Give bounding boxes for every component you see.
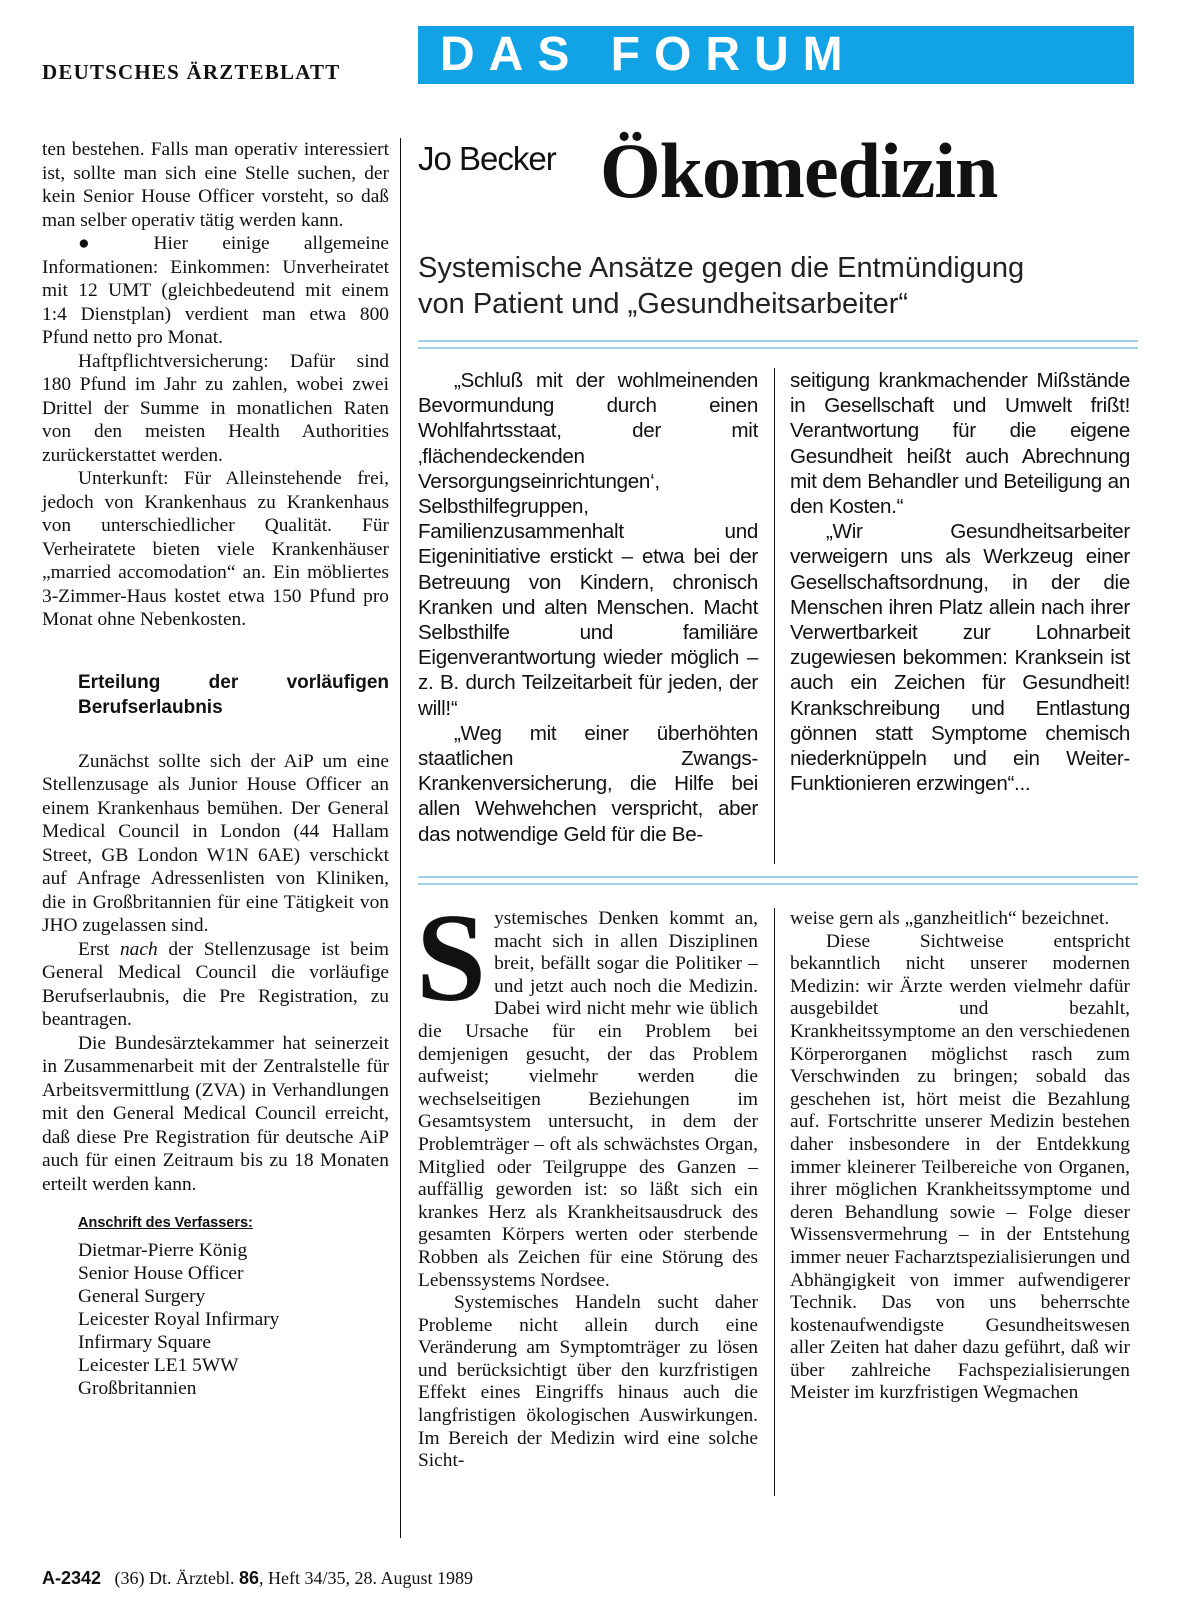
address-line: General Surgery [78, 1285, 206, 1307]
masthead: DEUTSCHES ÄRZTEBLATT [42, 60, 341, 84]
page-footer: A-2342 (36) Dt. Ärztebl. 86, Heft 34/35, 28. August 1989 [42, 1568, 474, 1588]
column-divider [400, 138, 401, 1538]
drop-cap: S [416, 889, 487, 1028]
quote-paragraph: „Wir Gesundheitsarbeiter verweigern uns als Werkzeug einer Gesellschaftsordnung, in der die Menschen ihren Platz allein nach ihrer Verwertbarkeit zur Lohnarbeit zugewiesen bekommen: Kranksein ist auch ein Zeichen für Gesundheit! Krankschreibung und Entlastung gönnen statt Symptome chemisch niederknüppeln und ein Weiter-Funktionieren erzwingen“... [790, 520, 1130, 796]
paragraph: Systemisches Handeln sucht daher Probleme nicht allein durch eine Veränderung am Symptomträger zu lösen und berücksichtigt über den kurzfristigen Effekt eines Eingriffs hinaus auch die langfristigen ökologischen Auswirkungen. Im Bereich der Medizin wird eine solche Sicht- [418, 1292, 758, 1472]
paragraph: ● Hier einige allgemeine Informationen: Einkommen: Unverheiratet mit 12 UMT (gleichbedeutend mit einem 1:4 Dienstplan) verdient man etwa 800 Pfund netto pro Monat. [42, 233, 389, 348]
quote-divider [774, 368, 775, 864]
address-line: Infirmary Square [78, 1331, 211, 1353]
author-address [78, 1239, 389, 1400]
paragraph: Haftpflichtversicherung: Dafür sind 180 Pfund im Jahr zu zahlen, wobei zwei Drittel der Summe in monatlichen Raten von den meisten Health Authorities zurückerstattet werden. [42, 350, 389, 466]
quote-paragraph: „Schluß mit der wohlmeinenden Bevormundung durch einen Wohlfahrtsstaat, der mit ‚flächendeckenden Versorgungseinrichtungen‘, Selbsthilfegruppen, Familienzusammenhalt und Eigeninitiative erstickt – etwa bei der Betreuung von Kindern, chronisch Kranken und alten Menschen. Macht Selbsthilfe und familiäre Eigenverantwortung wieder möglich – z. B. durch Teilzeitarbeit für jeden, der will!“ [418, 369, 758, 720]
address-label: Anschrift des Verfassers: [78, 1215, 253, 1231]
quote-paragraph: seitigung krankmachender Mißstände in Gesellschaft und Umwelt frißt! Verantwortung für die eigene Gesundheit heißt auch Abrechnung mit dem Behandler und Beteiligung an den Kosten.“ [790, 369, 1130, 519]
address-line: Leicester LE1 5WW [78, 1354, 239, 1376]
page-code: A-2342 [42, 1568, 102, 1588]
paragraph: Unterkunft: Für Alleinstehende frei, jedoch von Krankenhaus zu Krankenhaus von unterschiedlicher Qualität. Für Verheiratete bieten viele Krankenhäuser „married accomodation“ an. Ein möbliertes 3-Zimmer-Haus kostet etwa 150 Pfund pro Monat ohne Nebenkosten. [42, 468, 389, 630]
body-column-right [790, 908, 1130, 1405]
address-line: Großbritannien [78, 1377, 197, 1399]
paragraph: Diese Sichtweise entspricht bekanntlich nicht unserer modernen Medizin: wir Ärzte werden vielmehr dafür ausgebildet und bezahlt, Krankheitssymptome an den verschiedenen Körperorganen möglichst rasch zum Verschwinden zu bringen; sobald das geschehen ist, hört meist die Bezahlung auf. Fortschritte unserer Medizin bestehen daher insbesondere in der Entdekkung immer kleinerer Teilbereiche von Organen, ihrer möglichen Krankheitssymptome und deren Behandlung sowie – Folge dieser Wissensvermehrung – in der Entstehung immer neuer Facharztspezialisierungen und Abhängigkeit von immer aufwendigerer Technik. Das von uns beherrschte kostenaufwendigste Gesundheitswesen aller Zeiten hat daher dazu geführt, daß wir über zahlreiche Fachspezialisierungen Meister im kurzfristigen Wegmachen [790, 930, 1130, 1404]
address-line: Dietmar-Pierre König [78, 1239, 248, 1261]
address-line: Leicester Royal Infirmary [78, 1308, 280, 1330]
article-subtitle: Systemische Ansätze gegen die Entmündigung von Patient und „Gesundheitsarbeiter“ [418, 252, 1025, 320]
emphasis: nach [119, 938, 158, 960]
section-banner: DAS FORUM [418, 26, 1134, 84]
article-author: Jo Becker [418, 140, 556, 177]
body-column-left [416, 889, 758, 1473]
paragraph: Zunächst sollte sich der AiP um eine Stellenzusage als Junior House Officer an einem Krankenhaus bemühen. Der General Medical Council in London (44 Hallam Street, GB London W1N 6AE) verschickt auf Anfrage Adressenlisten von Kliniken, die in Großbritannien für eine Tätigkeit von JHO zugelassen sind. [42, 750, 389, 936]
left-column [42, 138, 389, 1400]
paragraph: weise gern als „ganzheitlich“ bezeichnet. [790, 908, 1110, 929]
quote-paragraph: „Weg mit einer überhöhten staatlichen Zwangs-Krankenversicherung, die Hilfe bei allen Wehwehchen verspricht, aber das notwendige Geld für die Be- [418, 721, 758, 846]
article-title: Ökomedizin [600, 127, 998, 214]
paragraph: Erst nach der Stellenzusage ist beim General Medical Council die vorläufige Berufserlaubnis, die Pre Registration, zu beantragen. [42, 938, 389, 1030]
paragraph: Die Bundesärztekammer hat seinerzeit in Zusammenarbeit mit der Zentralstelle für Arbeitsvermittlung (ZVA) in Verhandlungen mit den General Medical Council erreicht, daß diese Pre Registration für deutsche AiP auch für einen Zeitraum bis zu 18 Monaten erteilt werden kann. [42, 1032, 389, 1195]
address-line: Senior House Officer [78, 1262, 244, 1284]
volume: 86 [239, 1568, 260, 1588]
double-rule [418, 340, 1138, 349]
double-rule [418, 876, 1138, 885]
body-divider [774, 908, 775, 1496]
paragraph: ten bestehen. Falls man operativ interessiert ist, sollte man sich eine Stelle suchen, der kein Senior House Officer vorsteht, so daß man selber operativ tätig werden kann. [42, 139, 389, 231]
subheading: Erteilung der vorläufigen Berufserlaubnis [78, 671, 389, 718]
quote-column-left [418, 368, 758, 847]
quote-column-right [790, 368, 1130, 796]
paragraph: Systemisches Denken kommt an, macht sich in allen Disziplinen breit, befällt sogar die Politiker – und jetzt auch noch die Medizin. Dabei wird nicht mehr wie üblich die Ursache für ein Problem bei demjenigen gesucht, der das Problem aufweist; vielmehr werden die wechselseitigen Beziehungen im Gesamtsystem untersucht, in dem der Problemträger – oft als schwächstes Organ, Mitglied oder Teilgruppe des Ganzen – auffällig geworden ist: so läßt sich ein krankes Herz als Krankheitsausdruck des gesamten Körpers werten oder sterbende Robben als Zeichen für eine Störung des Lebenssystems Nordsee. [416, 889, 758, 1291]
